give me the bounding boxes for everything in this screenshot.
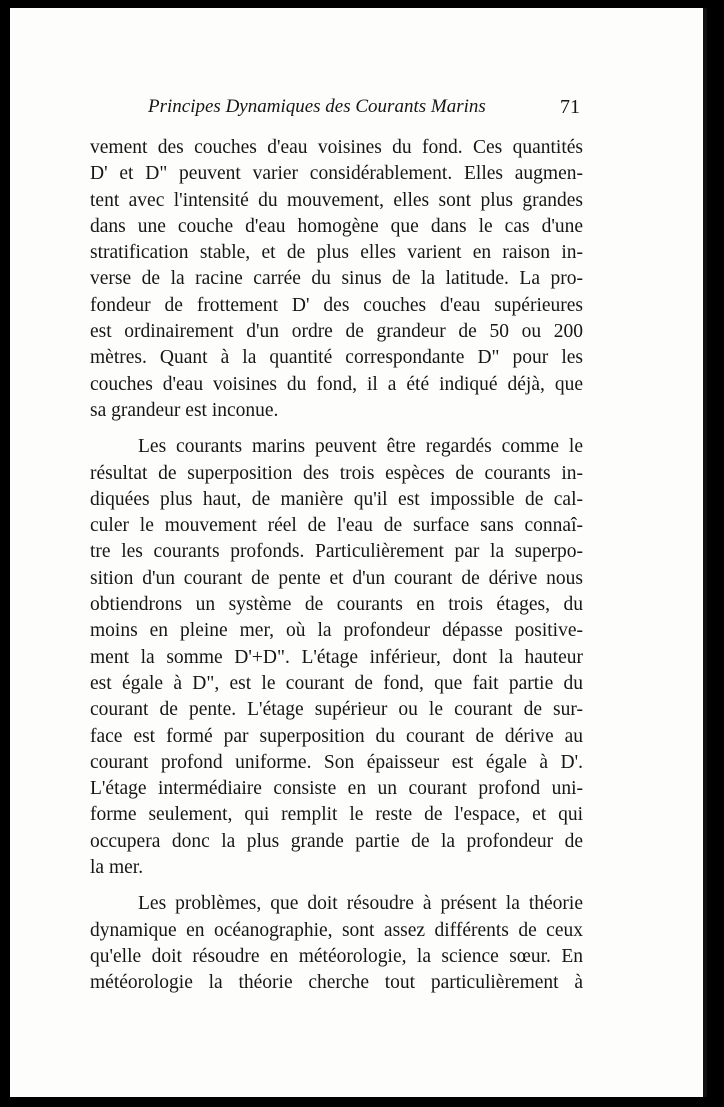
text-line: culer le mouvement réel de l'eau de surface sans connaî- bbox=[90, 515, 583, 537]
text-line: mètres. Quant à la quantité correspondante D" pour les bbox=[90, 347, 583, 369]
text-line: résultat de superposition des trois espèces de courants in- bbox=[90, 462, 583, 484]
text-line: tre les courants profonds. Particulièrement par la superpo- bbox=[90, 541, 583, 563]
text-line: est égale à D", est le courant de fond, que fait partie du bbox=[90, 672, 583, 694]
text-line: moins en pleine mer, où la profondeur dépasse positive- bbox=[90, 620, 583, 642]
text-line: face est formé par superposition du courant de dérive au bbox=[90, 725, 583, 747]
text-line: la mer. bbox=[90, 857, 144, 879]
text-line: occupera donc la plus grande partie de la profondeur de bbox=[90, 830, 583, 852]
text-line: qu'elle doit résoudre en météorologie, la science sœur. En bbox=[90, 945, 583, 967]
text-line: est ordinairement d'un ordre de grandeur de 50 ou 200 bbox=[90, 321, 583, 343]
text-line: sition d'un courant de pente et d'un courant de dérive nous bbox=[90, 567, 583, 589]
book-page bbox=[10, 8, 707, 1097]
text-line: D' et D" peuvent varier considérablement. Elles augmen- bbox=[90, 163, 583, 185]
text-line: vement des couches d'eau voisines du fond. Ces quantités bbox=[90, 137, 583, 158]
text-line: courant de pente. L'étage supérieur ou le courant de sur- bbox=[90, 699, 583, 721]
text-line: ment la somme D'+D". L'étage inférieur, dont la hauteur bbox=[90, 646, 583, 668]
body-text bbox=[90, 135, 583, 997]
show-through-text bbox=[260, 78, 264, 98]
text-line: forme seulement, qui remplit le reste de l'espace, et qui bbox=[90, 804, 583, 826]
text-line: couches d'eau voisines du fond, il a été indiqué déjà, que bbox=[90, 373, 583, 395]
text-line: stratification stable, et de plus elles varient en raison in- bbox=[90, 242, 583, 264]
running-title: Principes Dynamiques des Courants Marins bbox=[148, 96, 486, 117]
text-line: obtiendrons un système de courants en trois étages, du bbox=[90, 594, 583, 616]
text-line: météorologie la théorie cherche tout particulièrement à bbox=[90, 972, 583, 994]
text-line: courant profond uniforme. Son épaisseur est égale à D'. bbox=[90, 751, 583, 773]
text-line: diquées plus haut, de manière qu'il est impossible de cal- bbox=[90, 488, 583, 510]
text-line: Les problèmes, que doit résoudre à présent la théorie bbox=[138, 893, 583, 915]
text-line: dans une couche d'eau homogène que dans le cas d'une bbox=[90, 215, 583, 237]
text-line: dynamique en océanographie, sont assez différents de ceux bbox=[90, 919, 583, 941]
text-line: fondeur de frottement D' des couches d'eau supérieures bbox=[90, 294, 583, 316]
text-line: Les courants marins peuvent être regardés comme le bbox=[138, 436, 583, 458]
page-number: 71 bbox=[560, 96, 580, 118]
text-line: tent avec l'intensité du mouvement, elles sont plus grandes bbox=[90, 189, 583, 211]
text-line: L'étage intermédiaire consiste en un courant profond uni- bbox=[90, 778, 583, 800]
text-line: sa grandeur est inconue. bbox=[90, 399, 279, 421]
text-line: verse de la racine carrée du sinus de la latitude. La pro- bbox=[90, 268, 583, 290]
